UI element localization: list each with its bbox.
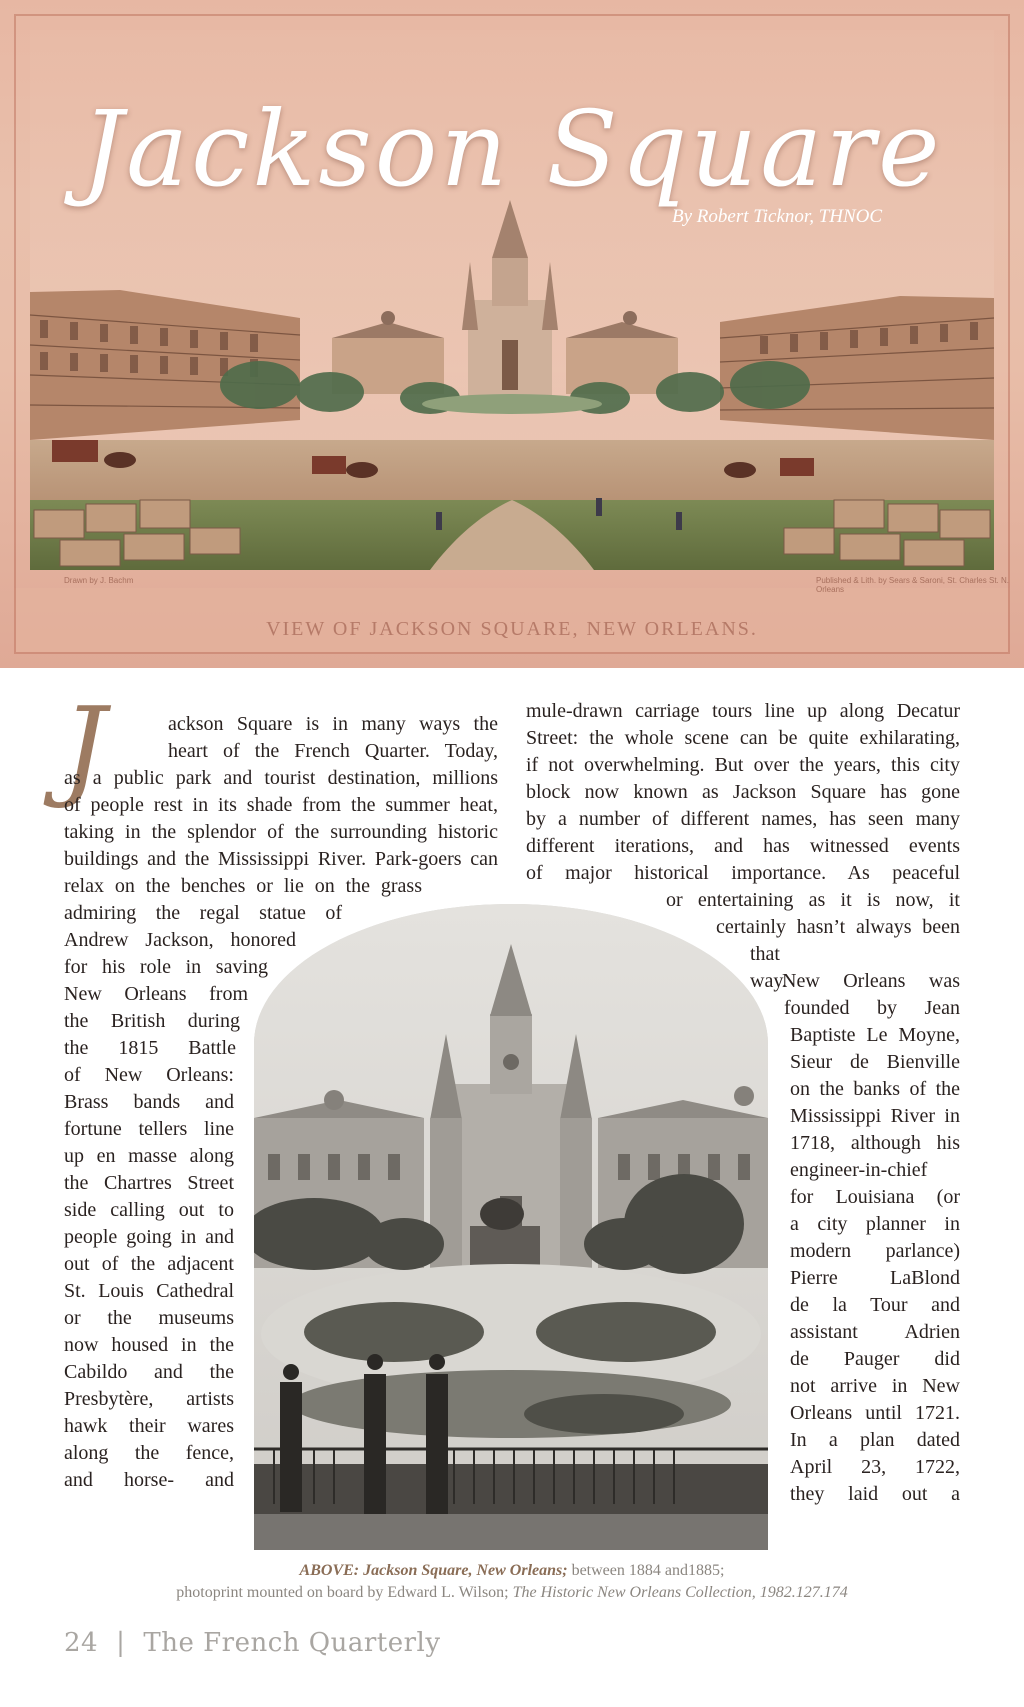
text-line: block now known as Jackson Square has gone (526, 781, 960, 803)
text-line: and horse- and (64, 1469, 234, 1491)
text-line: the Chartres Street (64, 1172, 234, 1194)
text-line: New Orleans was (782, 970, 960, 992)
text-line: up en masse along (64, 1145, 234, 1167)
text-line: of major historical importance. As peaceful (526, 862, 960, 884)
footer-separator: | (116, 1628, 126, 1658)
text-line: engineer-in-chief (790, 1159, 928, 1181)
text-line: New Orleans from (64, 983, 248, 1005)
text-line: for his role in saving (64, 956, 268, 978)
text-line: out of the adjacent (64, 1253, 234, 1275)
text-line: the British during (64, 1010, 240, 1032)
text-line: ackson Square is in many ways the (168, 713, 498, 735)
text-line: on the banks of the (790, 1078, 960, 1100)
text-line: taking in the splendor of the surrounding historic (64, 821, 498, 843)
text-line: Cabildo and the (64, 1361, 234, 1383)
text-line: modern parlance) (790, 1240, 960, 1262)
text-line: they laid out a (790, 1483, 960, 1505)
jackson-square-photograph (254, 904, 768, 1550)
lithograph-caption: VIEW OF JACKSON SQUARE, NEW ORLEANS. (266, 618, 758, 640)
text-line: Mississippi River in (790, 1105, 960, 1127)
text-line: different iterations, and has witnessed events (526, 835, 960, 857)
text-line: April 23, 1722, (790, 1456, 960, 1478)
page-footer (64, 1628, 441, 1658)
text-line: if not overwhelming. But over the years, this city (526, 754, 960, 776)
text-line: 1718, although his (790, 1132, 960, 1154)
photo-caption-line-2 (0, 1582, 1024, 1604)
text-line: Presbytère, artists (64, 1388, 234, 1410)
text-line: not arrive in New (790, 1375, 960, 1397)
text-line: Pierre LaBlond (790, 1267, 960, 1289)
photo-caption-collection: The Historic New Orleans Collection, 1982.127.174 (512, 1584, 848, 1601)
photo-caption-label: ABOVE: Jackson Square, New Orleans; (299, 1562, 568, 1579)
text-line: admiring the regal statue of (64, 902, 342, 924)
text-line: side calling out to (64, 1199, 234, 1221)
text-line: St. Louis Cathedral (64, 1280, 234, 1302)
text-line: heart of the French Quarter. Today, (168, 740, 498, 762)
text-line: as a public park and tourist destination, millions (64, 767, 498, 789)
cathedral-photo-image (254, 904, 768, 1550)
text-line: or the museums (64, 1307, 234, 1329)
text-line: a city planner in (790, 1213, 960, 1235)
photo-caption-dates: between 1884 and1885; (567, 1562, 725, 1579)
text-line: buildings and the Mississippi River. Park-goers can (64, 848, 498, 870)
text-line: de la Tour and (790, 1294, 960, 1316)
text-line: that way. (750, 943, 788, 992)
text-line: assistant Adrien (790, 1321, 960, 1343)
text-line: Andrew Jackson, honored (64, 929, 296, 951)
drop-cap: J (62, 683, 107, 811)
text-line: hawk their wares (64, 1415, 234, 1437)
print-credit-left: Drawn by J. Bachm (64, 576, 134, 585)
text-line: Sieur de Bienville (790, 1051, 960, 1073)
text-line: Baptiste Le Moyne, (790, 1024, 960, 1046)
text-line: fortune tellers line (64, 1118, 234, 1140)
text-line: certainly hasn’t always been (716, 916, 960, 938)
text-line: the 1815 Battle (64, 1037, 236, 1059)
text-line: people going in and (64, 1226, 234, 1248)
article-title: Jackson Square (81, 88, 943, 210)
photo-caption-line-1 (0, 1560, 1024, 1582)
page-number: 24 (64, 1628, 99, 1658)
publication-name: The French Quarterly (143, 1628, 441, 1658)
text-line: of people rest in its shade from the summer heat, (64, 794, 498, 816)
text-line: mule-drawn carriage tours line up along Decatur (526, 700, 960, 722)
text-line: along the fence, (64, 1442, 234, 1464)
text-line: of New Orleans: (64, 1064, 234, 1086)
text-line: or entertaining as it is now, it (666, 889, 960, 911)
text-line: Brass bands and (64, 1091, 234, 1113)
photo-caption-credit: photoprint mounted on board by Edward L. Wilson; (176, 1584, 513, 1601)
text-line: Orleans until 1721. (790, 1402, 960, 1424)
byline: By Robert Ticknor, THNOC (672, 206, 883, 227)
text-line: In a plan dated (790, 1429, 960, 1451)
text-line: Street: the whole scene can be quite exhilarating, (526, 727, 960, 749)
photo-caption (0, 1560, 1024, 1604)
text-line: relax on the benches or lie on the grass (64, 875, 422, 897)
text-line: now housed in the (64, 1334, 234, 1356)
header-lithograph (0, 0, 1024, 668)
text-line: de Pauger did (790, 1348, 960, 1370)
text-line: for Louisiana (or (790, 1186, 960, 1208)
text-line: founded by Jean (784, 997, 960, 1019)
print-credit-right: Published & Lith. by Sears & Saroni, St. Charles St. N. Orleans (816, 576, 1009, 594)
text-line: by a number of different names, has seen many (526, 808, 960, 830)
